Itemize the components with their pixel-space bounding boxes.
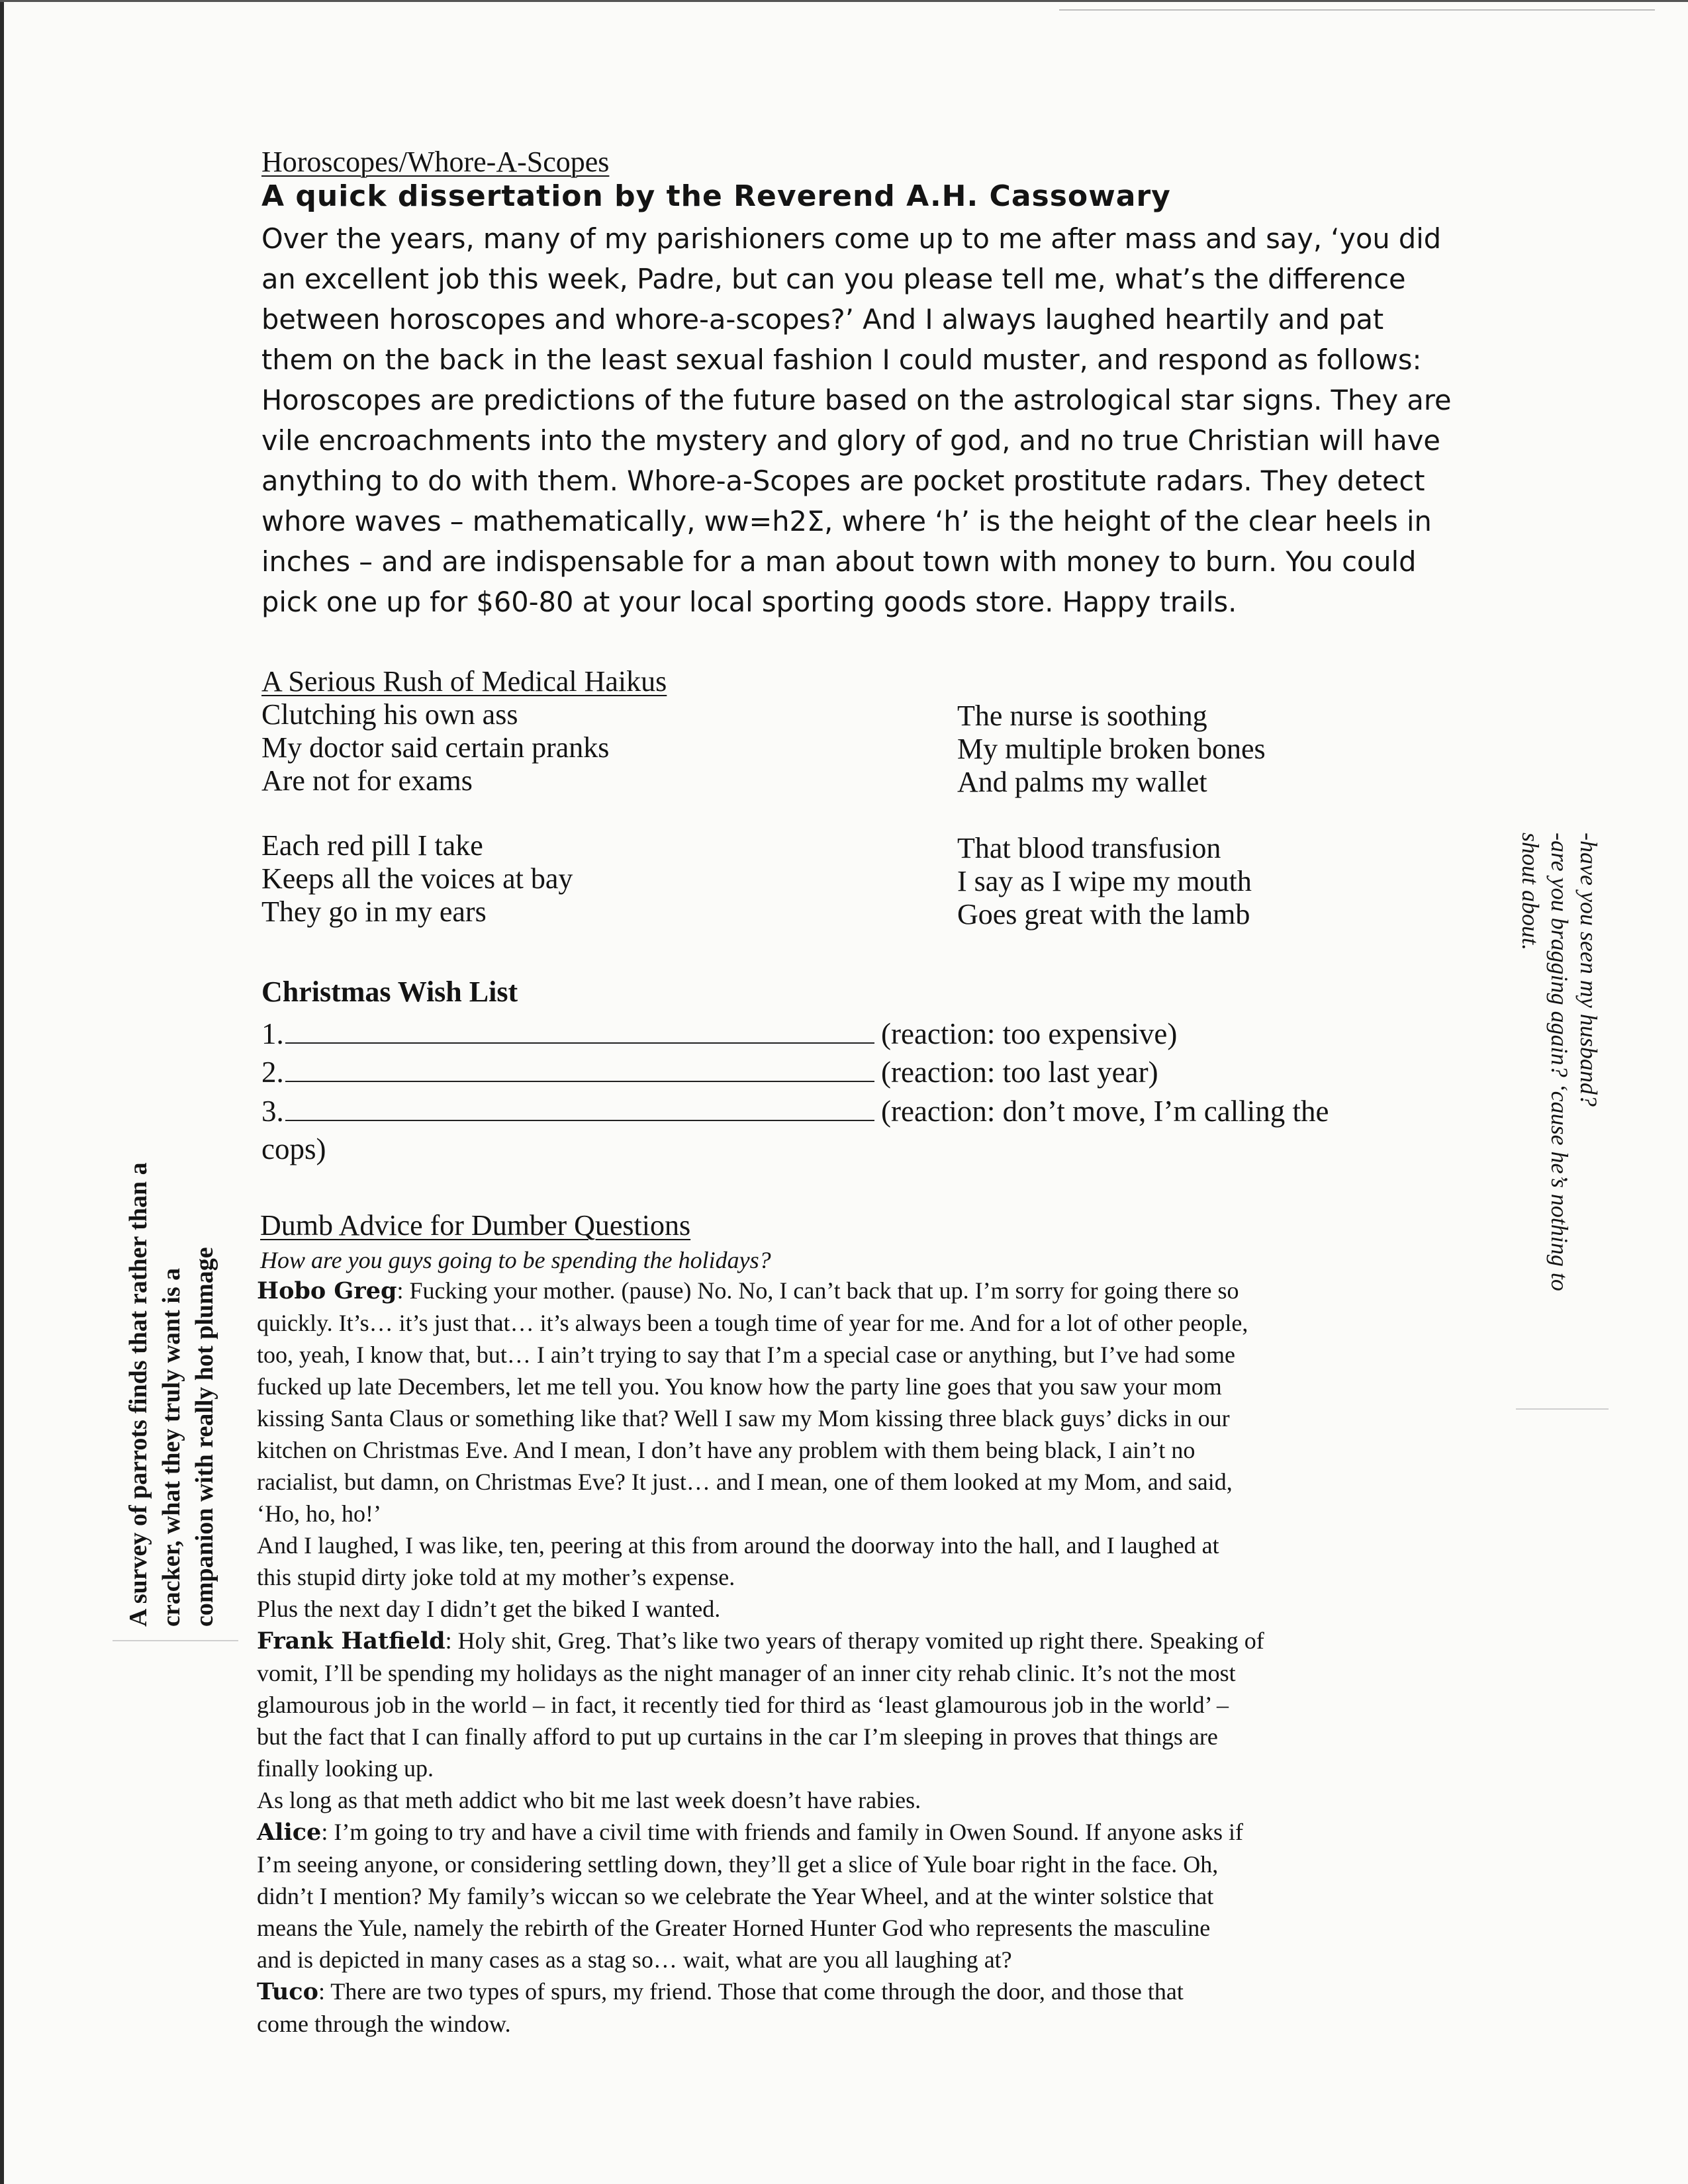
advice-line: And I laughed, I was like, ten, peering at this from around the doorway into the hall, and I laughed at <box>257 1532 1219 1559</box>
haiku-line: The nurse is soothing <box>957 700 1207 732</box>
wishlist-reaction-continued: cops) <box>261 1132 326 1165</box>
horoscopes-heading: Horoscopes/Whore-A-Scopes <box>261 146 610 178</box>
wishlist-reaction: (reaction: don’t move, I’m calling the <box>881 1095 1329 1128</box>
advice-text: : There are two types of spurs, my friend. Those that come through the door, and those that <box>318 1978 1184 2005</box>
wishlist-item <box>261 1053 1158 1091</box>
advice-line: come through the window. <box>257 2011 511 2037</box>
scan-line-top <box>1059 9 1655 11</box>
advice-line: I’m seeing anyone, or considering settling down, they’ll get a slice of Yule boar right in the face. Oh, <box>257 1851 1219 1878</box>
speaker-name: Frank Hatfield <box>257 1627 445 1655</box>
advice-line: too, yeah, I know that, but… I ain’t trying to say that I’m a special case or anything, but I’ve had some <box>257 1342 1235 1368</box>
haiku <box>261 698 609 797</box>
wishlist-number: 3. <box>261 1095 284 1128</box>
advice-line: As long as that meth addict who bit me last week doesn’t have rabies. <box>257 1787 921 1813</box>
haiku-line: Goes great with the lamb <box>957 898 1250 931</box>
wishlist-blank-line <box>285 1093 874 1121</box>
advice-heading: Dumb Advice for Dumber Questions <box>260 1209 691 1242</box>
wishlist-number: 2. <box>261 1056 284 1089</box>
body-line: Horoscopes are predictions of the future based on the astrological star signs. They are <box>261 384 1452 416</box>
advice-line: ‘Ho, ho, ho!’ <box>257 1500 381 1527</box>
haiku <box>261 829 573 929</box>
advice-line <box>257 1976 1462 2008</box>
wishlist-blank-line <box>285 1054 874 1082</box>
advice-line: racialist, but damn, on Christmas Eve? It just… and I mean, one of them looked at my Mom, and said, <box>257 1469 1233 1495</box>
haiku-line: They go in my ears <box>261 895 487 928</box>
margin-note-left <box>113 1084 238 1641</box>
haiku <box>957 700 1266 799</box>
horoscopes-subtitle: A quick dissertation by the Reverend A.H. Cassowary <box>261 179 1171 213</box>
advice-question: How are you guys going to be spending the holidays? <box>260 1247 771 1273</box>
body-line: inches – and are indispensable for a man about town with money to burn. You could <box>261 545 1417 578</box>
haiku <box>957 832 1252 931</box>
wishlist-heading: Christmas Wish List <box>261 976 518 1008</box>
advice-line <box>257 1625 1462 1657</box>
advice-line: Plus the next day I didn’t get the biked I wanted. <box>257 1596 721 1622</box>
haiku-line: Clutching his own ass <box>261 698 518 731</box>
scan-edge-top <box>0 0 1688 2</box>
advice-line: quickly. It’s… it’s just that… it’s always been a tough time of year for me. And for a lot of other people, <box>257 1310 1248 1336</box>
body-line: vile encroachments into the mystery and glory of god, and no true Christian will have <box>261 424 1440 457</box>
margin-note-line: A survey of parrots finds that rather than a <box>124 1162 152 1627</box>
advice-line <box>257 1275 1462 1307</box>
advice-text: : I’m going to try and have a civil time with friends and family in Owen Sound. If anyone asks if <box>321 1819 1244 1845</box>
haiku-line: My multiple broken bones <box>957 733 1266 765</box>
haiku-line: My doctor said certain pranks <box>261 731 610 764</box>
advice-line: but the fact that I can finally afford to put up curtains in the car I’m sleeping in proves that things are <box>257 1723 1218 1750</box>
speaker-name: Hobo Greg <box>257 1277 397 1304</box>
scan-edge-left <box>0 0 4 2184</box>
body-line: an excellent job this week, Padre, but can you please tell me, what’s the difference <box>261 263 1406 295</box>
wishlist-reaction: (reaction: too last year) <box>881 1056 1158 1089</box>
advice-line: didn’t I mention? My family’s wiccan so we celebrate the Year Wheel, and at the winter solstice that <box>257 1883 1214 1909</box>
haiku-line: That blood transfusion <box>957 832 1221 864</box>
speaker-name: Tuco <box>257 1978 318 2005</box>
wishlist-item <box>261 1092 1329 1130</box>
margin-note-line: cracker, what they truly want is a <box>158 1267 185 1627</box>
margin-note-line: shout about. <box>1517 833 1544 951</box>
advice-line: fucked up late Decembers, let me tell you. You know how the party line goes that you saw your mom <box>257 1373 1222 1400</box>
advice-text: : Holy shit, Greg. That’s like two years of therapy vomited up right there. Speaking of <box>445 1627 1264 1654</box>
advice-line <box>257 1816 1462 1848</box>
haikus-heading: A Serious Rush of Medical Haikus <box>261 665 667 698</box>
advice-line: glamourous job in the world – in fact, it recently tied for third as ‘least glamourous job in the world’ – <box>257 1692 1229 1718</box>
advice-line: kitchen on Christmas Eve. And I mean, I don’t have any problem with them being black, I ain’t no <box>257 1437 1196 1463</box>
haiku-line: I say as I wipe my mouth <box>957 865 1252 897</box>
wishlist-reaction: (reaction: too expensive) <box>881 1017 1178 1050</box>
margin-note-line: -have you seen my husband? <box>1575 833 1602 1107</box>
margin-note-line: -are you bragging again? ‘cause he’s nothing to <box>1546 833 1573 1291</box>
wishlist-number: 1. <box>261 1017 284 1050</box>
advice-line: this stupid dirty joke told at my mother’s expense. <box>257 1564 735 1590</box>
wishlist-blank-line <box>285 1016 874 1044</box>
margin-note-line: companion with really hot plumage <box>191 1247 218 1627</box>
advice-line: kissing Santa Claus or something like that? Well I saw my Mom kissing three black guys’ dicks in our <box>257 1405 1230 1432</box>
advice-body <box>257 1275 1462 2040</box>
body-line: pick one up for $60-80 at your local sporting goods store. Happy trails. <box>261 586 1237 618</box>
body-line: between horoscopes and whore-a-scopes?’ And I always laughed heartily and pat <box>261 303 1384 336</box>
advice-line: means the Yule, namely the rebirth of the Greater Horned Hunter God who represents the masculine <box>257 1915 1211 1941</box>
haiku-line: And palms my wallet <box>957 766 1207 798</box>
advice-text: : Fucking your mother. (pause) No. No, I can’t back that up. I’m sorry for going there so <box>397 1277 1239 1304</box>
horoscopes-body <box>261 218 1460 622</box>
advice-line: vomit, I’ll be spending my holidays as the night manager of an inner city rehab clinic. It’s not the most <box>257 1660 1236 1686</box>
haiku-line: Keeps all the voices at bay <box>261 862 573 895</box>
haiku-line: Are not for exams <box>261 764 473 797</box>
advice-line: finally looking up. <box>257 1755 434 1782</box>
body-line: Over the years, many of my parishioners come up to me after mass and say, ‘you did <box>261 222 1442 255</box>
body-line: anything to do with them. Whore-a-Scopes are pocket prostitute radars. They detect <box>261 465 1425 497</box>
haiku-line: Each red pill I take <box>261 829 483 862</box>
margin-note-right <box>1516 826 1609 1410</box>
speaker-name: Alice <box>257 1819 322 1846</box>
advice-line: and is depicted in many cases as a stag so… wait, what are you all laughing at? <box>257 1946 1012 1973</box>
wishlist-item <box>261 1015 1177 1053</box>
body-line: them on the back in the least sexual fashion I could muster, and respond as follows: <box>261 343 1422 376</box>
body-line: whore waves – mathematically, ww=h2Σ, where ‘h’ is the height of the clear heels in <box>261 505 1432 537</box>
